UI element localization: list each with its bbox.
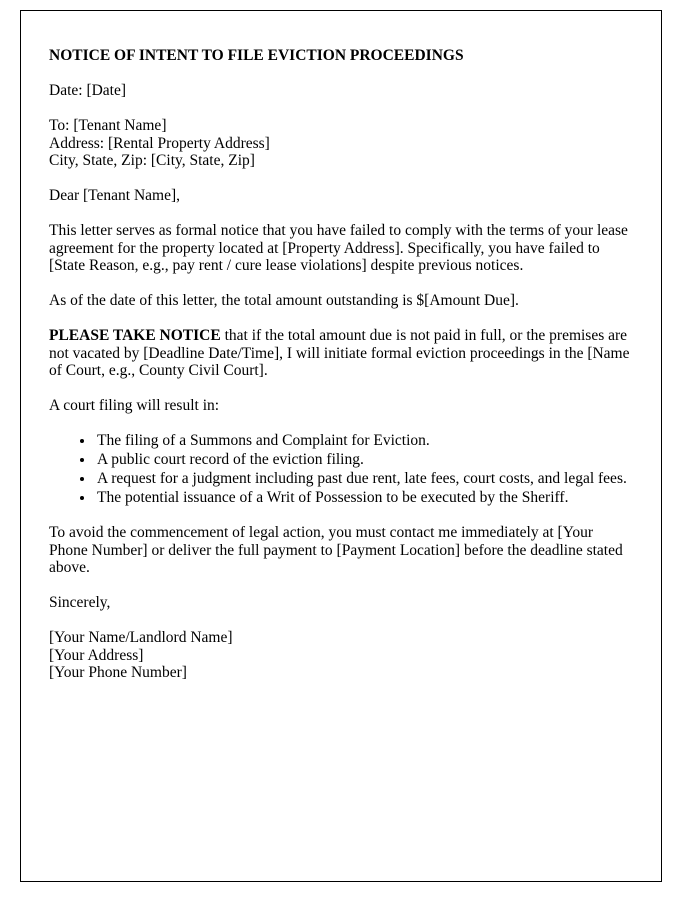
list-item: • The filing of a Summons and Complaint for Eviction.: [95, 432, 631, 450]
salutation: Dear [Tenant Name],: [49, 187, 181, 204]
notice-rest: that if the total amount due is not paid in full, or the premises are not vacated by [Deadline Date/Time], I will initiate formal eviction proceedings in the [Name of Court, e.g., County Civil Court].: [49, 327, 630, 379]
eviction-notice-letter: [20, 10, 662, 882]
notice-lead-bold: PLEASE TAKE NOTICE: [49, 327, 221, 344]
recipient-block: [49, 117, 631, 170]
consequences-list: [49, 432, 631, 507]
paragraph-closing-action: To avoid the commencement of legal action, you must contact me immediately at [Your Phone Number] or deliver the full payment to [Payment Location] before the deadline stated above.: [49, 524, 623, 576]
recipient-city-state-zip: City, State, Zip: [City, State, Zip]: [49, 152, 255, 169]
list-item: • The potential issuance of a Writ of Possession to be executed by the Sheriff.: [95, 489, 631, 507]
date-line: Date: [Date]: [49, 82, 127, 99]
signature-phone: [Your Phone Number]: [49, 664, 187, 681]
paragraph-notice: [49, 327, 631, 380]
recipient-address: Address: [Rental Property Address]: [49, 134, 270, 152]
signature-address: [Your Address]: [49, 646, 144, 664]
list-item: • A public court record of the eviction filing.: [95, 451, 631, 469]
recipient-to: To: [Tenant Name]: [49, 117, 167, 134]
paragraph-intro: This letter serves as formal notice that you have failed to comply with the terms of your lease agreement for the property located at [Property Address]. Specifically, you have failed to [State Reason, e.g., pay rent / cure lease violations] despite previous notices.: [49, 222, 628, 274]
list-item: • A request for a judgment including past due rent, late fees, court costs, and legal fees.: [95, 470, 631, 488]
signature-name: [Your Name/Landlord Name]: [49, 629, 233, 646]
signature-block: [49, 629, 631, 682]
signoff: Sincerely,: [49, 594, 111, 611]
paragraph-amount-due: As of the date of this letter, the total amount outstanding is $[Amount Due].: [49, 292, 519, 309]
letter-title: NOTICE OF INTENT TO FILE EVICTION PROCEEDINGS: [49, 47, 464, 64]
paragraph-filing-intro: A court filing will result in:: [49, 397, 220, 414]
